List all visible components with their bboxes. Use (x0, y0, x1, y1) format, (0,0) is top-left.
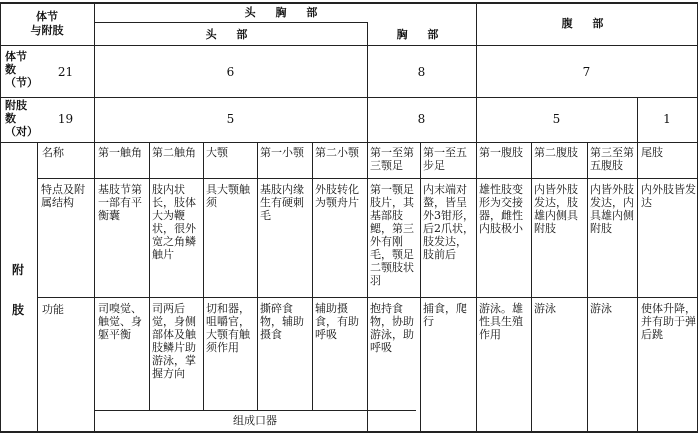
rule (203, 142, 204, 410)
appendage-name: 第二腹肢 (534, 146, 578, 159)
rule (0, 431, 698, 433)
appendage-name: 大颚 (206, 146, 228, 159)
rule (312, 142, 313, 410)
appendage-function: 撕碎食物，辅助摄食 (260, 302, 304, 341)
section-label: 附肢 (11, 263, 24, 317)
appendage-function: 辅助摄食，有助呼吸 (315, 302, 359, 341)
rule (37, 142, 38, 431)
appendage-feature: 肢内状长，肢体大为鞭状，很外宽之角鳞触片 (152, 183, 196, 261)
segments-total: 21 (57, 65, 74, 79)
rule (476, 142, 477, 431)
cephalothorax-header: 头 胸 部 (244, 6, 326, 19)
row-label-top: 体节 (36, 10, 58, 23)
rule (94, 142, 95, 431)
row-function-label: 功能 (42, 303, 64, 316)
appendage-name: 第一小颚 (260, 146, 304, 159)
appendage-name: 第一至五步足 (423, 146, 467, 172)
rule (587, 142, 588, 431)
appendages-total: 19 (57, 112, 74, 126)
rule (94, 22, 367, 23)
rule (420, 142, 421, 431)
row-features-label: 特点及附属结构 (41, 183, 85, 209)
appendage-function: 抱持食物，协助游泳，助呼吸 (370, 302, 414, 354)
segments-head: 6 (226, 65, 235, 79)
appendage-function: 切和器，咀嚼官，大颚有触须作用 (206, 302, 250, 354)
row-label-bottom: 与附肢 (30, 24, 64, 37)
appendage-function: 使体升降，并有助于弹后跳 (641, 302, 696, 341)
appendages-thorax: 8 (417, 112, 426, 126)
rule (531, 142, 532, 431)
appendage-name: 第三至第五腹肢 (590, 146, 634, 172)
appendages-tail: 1 (663, 112, 671, 126)
mouthparts-note: 组成口器 (233, 414, 277, 427)
thorax-header: 胸 部 (396, 28, 447, 41)
appendage-feature: 具大颚触须 (206, 183, 250, 209)
rule (0, 142, 698, 143)
appendage-name: 第一至第三颚足 (370, 146, 414, 172)
appendage-feature: 基肢内缘生有硬刺毛 (260, 183, 304, 222)
rule (0, 45, 698, 46)
head-header: 头 部 (205, 28, 256, 41)
appendage-feature: 内外肢皆发达 (641, 183, 696, 209)
appendage-feature: 内末端对螯，皆呈外3钳形，后2爪状，肢发达，肢前后 (423, 183, 474, 261)
appendages-head: 5 (226, 112, 235, 126)
appendage-feature: 基肢节第一部有平衡囊 (98, 183, 142, 222)
segments-abdomen: 7 (582, 65, 591, 79)
appendage-name: 第一腹肢 (479, 146, 523, 159)
appendage-feature: 内皆外肢发达，肢雄内侧具附肢 (534, 183, 578, 235)
rule (0, 2, 1, 433)
appendage-name: 第二触角 (152, 146, 196, 159)
appendage-feature: 第一颚足肢片，其基部肢鳃，第三外有刚毛，颚足二颚肢状羽 (370, 183, 414, 287)
appendage-name: 第二小颚 (315, 146, 359, 159)
appendage-function: 捕食，爬行 (423, 302, 467, 328)
appendages-label: 附肢数（对） (5, 99, 38, 138)
appendage-function: 游泳 (534, 302, 556, 315)
appendage-name: 第一触角 (98, 146, 142, 159)
appendage-feature: 内皆外肢发达，内具雄内侧附肢 (590, 183, 634, 235)
rule (637, 142, 638, 431)
segments-label: 体节数（节） (5, 50, 38, 89)
abdomen-header: 腹 部 (561, 17, 612, 30)
appendage-feature: 雄性肢变形为交接器，雌性内肢极小 (479, 183, 523, 235)
rule (367, 142, 368, 431)
appendage-function: 司两后觉，身侧部体及触肢鳞片助游泳，掌握方向 (152, 302, 196, 380)
appendage-feature: 外肢转化为颚舟片 (315, 183, 359, 209)
appendage-function: 司嗅觉、触觉、身躯平衡 (98, 302, 142, 341)
rule (0, 97, 698, 98)
rule (697, 2, 698, 433)
row-name-label: 名称 (42, 146, 64, 159)
rule (257, 142, 258, 410)
segments-thorax: 8 (417, 65, 426, 79)
appendage-function: 游泳 (590, 302, 612, 315)
rule (0, 2, 698, 4)
rule (149, 142, 150, 410)
appendage-function: 游泳。雄性具生殖作用 (479, 302, 523, 341)
appendage-name: 尾肢 (641, 146, 663, 159)
appendages-abdomen: 5 (552, 112, 561, 126)
